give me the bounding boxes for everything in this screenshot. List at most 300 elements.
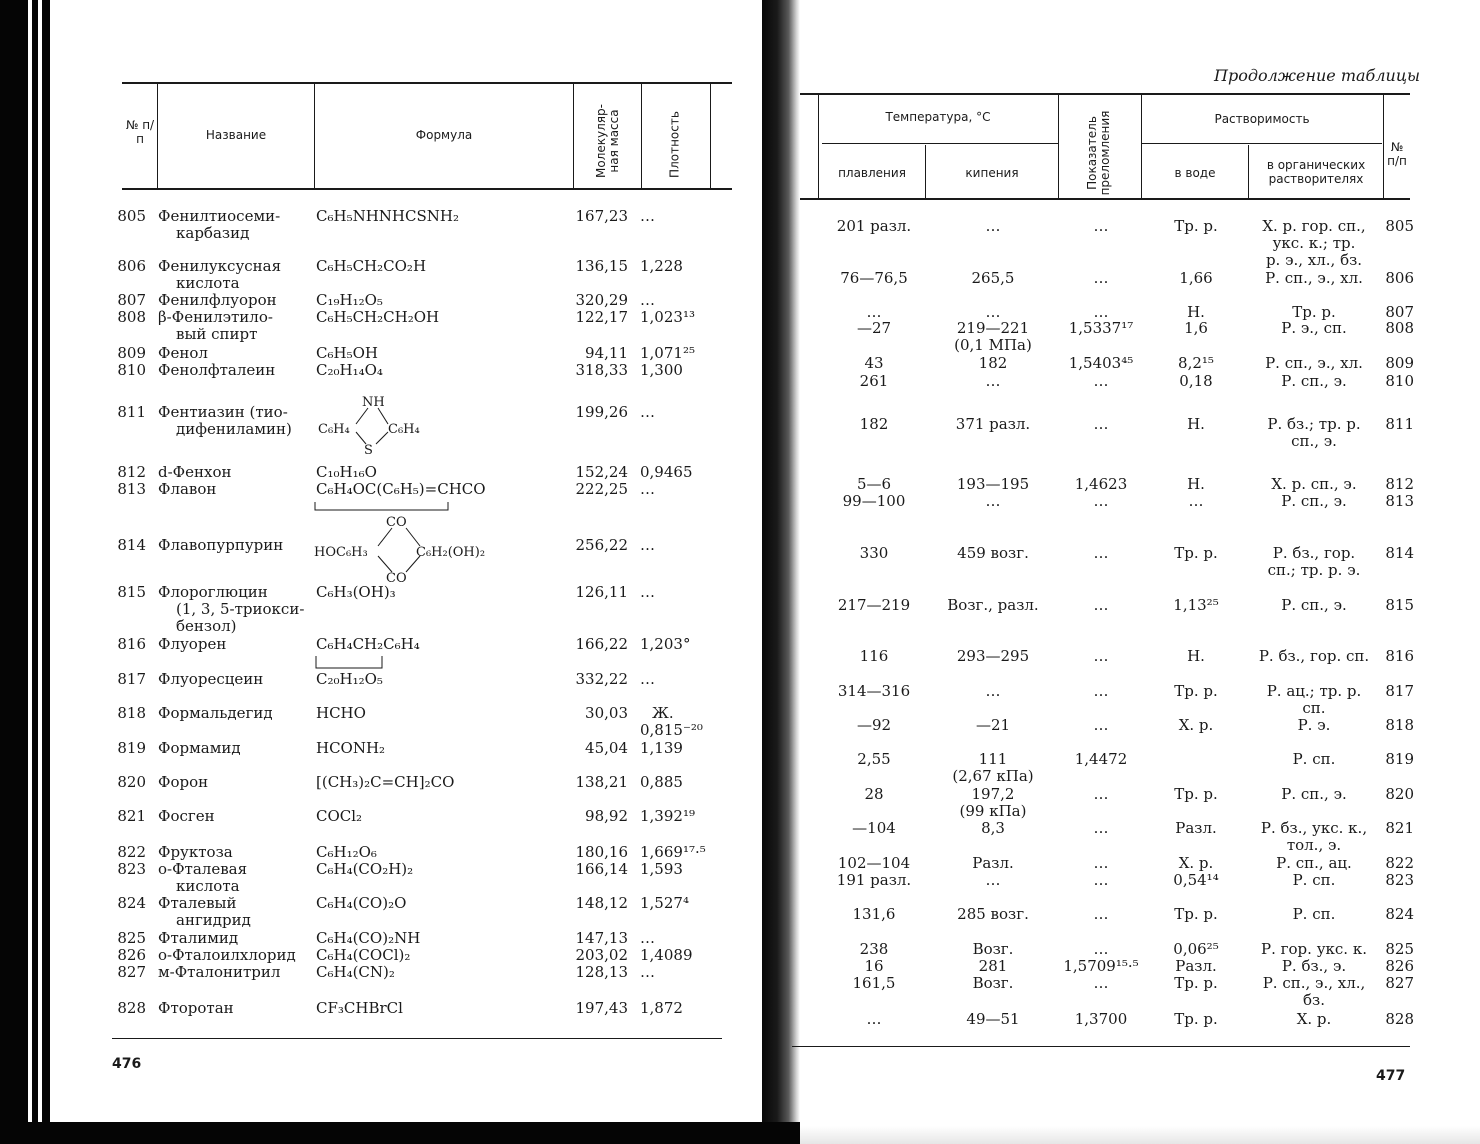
density-value: … bbox=[640, 207, 655, 225]
refractive-index: … bbox=[1093, 647, 1109, 665]
density-value: … bbox=[640, 536, 655, 554]
right-col-divider bbox=[1058, 95, 1059, 198]
substance-name: дифениламин) bbox=[176, 420, 292, 438]
melting-point: 217—219 bbox=[837, 596, 911, 614]
density-value: … bbox=[640, 403, 655, 421]
density-value: 1,527⁴ bbox=[640, 894, 689, 912]
chemical-formula: C₆H₅CH₂CO₂H bbox=[316, 257, 427, 275]
left-page-number: 476 bbox=[112, 1056, 142, 1072]
row-number: 821 bbox=[117, 807, 146, 825]
chemical-formula: C₆H₄(CO)₂O bbox=[316, 894, 407, 912]
melting-point: 161,5 bbox=[852, 974, 896, 992]
density-value: … bbox=[640, 583, 655, 601]
refractive-index: 1,3700 bbox=[1074, 1010, 1128, 1028]
melting-point: 76—76,5 bbox=[840, 269, 908, 287]
boiling-point: Возг. bbox=[972, 940, 1014, 958]
row-number: 807 bbox=[117, 291, 146, 309]
row-number-right: 820 bbox=[1385, 785, 1414, 803]
refractive-index: … bbox=[1093, 596, 1109, 614]
boiling-point: 197,2 bbox=[971, 785, 1015, 803]
boiling-point: 285 возг. bbox=[957, 905, 1029, 923]
row-number: 826 bbox=[117, 946, 146, 964]
s811-bottom: S bbox=[364, 443, 373, 458]
chemical-formula: [(CH₃)₂C=CH]₂CO bbox=[316, 773, 455, 791]
refractive-index: 1,5403⁴⁵ bbox=[1068, 354, 1134, 372]
row-number-right: 822 bbox=[1385, 854, 1414, 872]
molecular-mass: 203,02 bbox=[575, 946, 628, 964]
header-in-water: в воде bbox=[1174, 166, 1216, 180]
organic-solubility: Р. бз., гор. bbox=[1272, 544, 1356, 562]
water-solubility: 0,06²⁵ bbox=[1173, 940, 1219, 958]
molecular-mass: 152,24 bbox=[575, 463, 628, 481]
molecular-mass: 197,43 bbox=[575, 999, 628, 1017]
header-num: № п/п bbox=[125, 118, 155, 146]
molecular-mass: 94,11 bbox=[585, 344, 628, 362]
molecular-mass: 98,92 bbox=[585, 807, 628, 825]
row-number-right: 807 bbox=[1385, 303, 1414, 321]
melting-point: 2,55 bbox=[857, 750, 891, 768]
row-number: 814 bbox=[117, 536, 146, 554]
substance-name: кислота bbox=[176, 274, 240, 292]
substance-name: Флороглюцин bbox=[158, 583, 268, 601]
organic-solubility: Х. р. гор. сп., bbox=[1262, 217, 1366, 235]
boiling-point: 219—221 bbox=[956, 319, 1030, 337]
substance-name: карбазид bbox=[176, 224, 250, 242]
substance-name: Фталимид bbox=[158, 929, 239, 947]
s814-right: C₆H₂(OH)₂ bbox=[416, 545, 486, 560]
row-number-right: 811 bbox=[1385, 415, 1414, 433]
header-temperature: Температура, °С bbox=[885, 110, 991, 124]
boiling-point: Возг., разл. bbox=[947, 596, 1039, 614]
molecular-mass: 222,25 bbox=[575, 480, 628, 498]
substance-name: о-Фталоилхлорид bbox=[158, 946, 296, 964]
water-solubility: Х. р. bbox=[1178, 854, 1214, 872]
organic-solubility: Р. сп., ац. bbox=[1276, 854, 1352, 872]
substance-name: ангидрид bbox=[176, 911, 251, 929]
book-gutter bbox=[762, 0, 800, 1144]
row-number: 828 bbox=[117, 999, 146, 1017]
melting-point: 182 bbox=[859, 415, 889, 433]
water-solubility: 1,13²⁵ bbox=[1173, 596, 1219, 614]
melting-point: … bbox=[866, 303, 882, 321]
chemical-formula: C₆H₅OH bbox=[316, 344, 378, 362]
melting-point: 261 bbox=[859, 372, 889, 390]
boiling-point: 371 разл. bbox=[955, 415, 1031, 433]
chemical-formula: C₁₉H₁₂O₅ bbox=[316, 291, 383, 309]
molecular-mass: 199,26 bbox=[575, 403, 628, 421]
melting-point: 201 разл. bbox=[836, 217, 912, 235]
organic-solubility: сп. bbox=[1302, 699, 1326, 717]
row-number: 808 bbox=[117, 308, 146, 326]
row-number-right: 806 bbox=[1385, 269, 1414, 287]
molecular-mass: 30,03 bbox=[585, 704, 628, 722]
left-col-divider bbox=[710, 84, 711, 188]
substance-name: Флуоресцеин bbox=[158, 670, 264, 688]
header-solubility: Растворимость bbox=[1214, 112, 1310, 126]
refractive-index: … bbox=[1093, 303, 1109, 321]
boiling-point: 8,3 bbox=[981, 819, 1005, 837]
s814-bottom: CO bbox=[386, 571, 407, 586]
density-value: … bbox=[640, 929, 655, 947]
substance-name: Фенилтиосеми- bbox=[158, 207, 281, 225]
s814-left: HOC₆H₃ bbox=[314, 545, 368, 560]
boiling-pressure: (2,67 кПа) bbox=[952, 767, 1034, 785]
row-number-right: 812 bbox=[1385, 475, 1414, 493]
row-number-right: 827 bbox=[1385, 974, 1414, 992]
organic-solubility: Р. бз., укс. к., bbox=[1260, 819, 1368, 837]
water-solubility: Н. bbox=[1187, 303, 1205, 321]
water-solubility: Разл. bbox=[1175, 819, 1217, 837]
water-solubility: Тр. р. bbox=[1174, 974, 1218, 992]
organic-solubility: укс. к.; тр. bbox=[1272, 234, 1356, 252]
substance-name: вый спирт bbox=[176, 325, 258, 343]
left-col-divider bbox=[641, 84, 642, 188]
molecular-mass: 167,23 bbox=[575, 207, 628, 225]
organic-solubility: сп., э. bbox=[1291, 432, 1337, 450]
s811-top: NH bbox=[362, 395, 385, 410]
melting-point: 116 bbox=[859, 647, 889, 665]
substance-name: Фентиазин (тио- bbox=[158, 403, 288, 421]
refractive-index: … bbox=[1093, 682, 1109, 700]
substance-name: (1, 3, 5-триокси- bbox=[176, 600, 305, 618]
density-value: 0,885 bbox=[640, 773, 683, 791]
molecular-mass: 318,33 bbox=[575, 361, 628, 379]
organic-solubility: Р. сп., э., хл. bbox=[1265, 354, 1363, 372]
row-number: 822 bbox=[117, 843, 146, 861]
water-solubility: Тр. р. bbox=[1174, 682, 1218, 700]
refractive-index: … bbox=[1093, 716, 1109, 734]
row-number: 825 bbox=[117, 929, 146, 947]
row-number: 805 bbox=[117, 207, 146, 225]
row-number: 819 bbox=[117, 739, 146, 757]
water-solubility: Тр. р. bbox=[1174, 217, 1218, 235]
chemical-formula: C₂₀H₁₄O₄ bbox=[316, 361, 383, 379]
header-density: Плотность bbox=[667, 111, 682, 178]
organic-solubility: Р. сп., э. bbox=[1281, 785, 1347, 803]
row-number-right: 809 bbox=[1385, 354, 1414, 372]
molecular-mass: 166,22 bbox=[575, 635, 628, 653]
water-solubility: 1,6 bbox=[1184, 319, 1208, 337]
organic-solubility: Р. ац.; тр. р. bbox=[1266, 682, 1362, 700]
organic-solubility: Р. бз., э. bbox=[1281, 957, 1347, 975]
boiling-point: 111 bbox=[978, 750, 1008, 768]
molecular-mass: 180,16 bbox=[575, 843, 628, 861]
row-number-right: 816 bbox=[1385, 647, 1414, 665]
organic-solubility: Р. сп. bbox=[1292, 750, 1336, 768]
density-value: 1,228 bbox=[640, 257, 683, 275]
fluorene-ring-bracket bbox=[312, 656, 392, 670]
melting-point: 131,6 bbox=[852, 905, 896, 923]
melting-point: 238 bbox=[859, 940, 889, 958]
chemical-formula: C₁₀H₁₆O bbox=[316, 463, 377, 481]
chemical-formula: C₆H₄OC(C₆H₅)=CHCO bbox=[316, 480, 486, 498]
substance-name: Флавопурпурин bbox=[158, 536, 284, 554]
header-mass: Молекуляр-ная масса bbox=[594, 104, 621, 178]
refractive-index: … bbox=[1093, 492, 1109, 510]
row-number: 824 bbox=[117, 894, 146, 912]
molecular-mass: 320,29 bbox=[575, 291, 628, 309]
left-header-bottom-rule bbox=[122, 188, 732, 190]
melting-point: 330 bbox=[859, 544, 889, 562]
boiling-point: … bbox=[985, 372, 1001, 390]
density-value: 1,4089 bbox=[640, 946, 693, 964]
right-table-bottom-rule bbox=[792, 1046, 1410, 1047]
refractive-index: 1,5709¹⁵·⁵ bbox=[1063, 957, 1139, 975]
boiling-point: 182 bbox=[978, 354, 1008, 372]
row-number-right: 828 bbox=[1385, 1010, 1414, 1028]
right-col-divider bbox=[1383, 95, 1384, 198]
scan-left-border bbox=[0, 0, 50, 1144]
right-solub-subrule bbox=[1142, 143, 1382, 144]
refractive-index: … bbox=[1093, 217, 1109, 235]
row-number: 810 bbox=[117, 361, 146, 379]
row-number-right: 818 bbox=[1385, 716, 1414, 734]
melting-point: 314—316 bbox=[837, 682, 911, 700]
organic-solubility: сп.; тр. р. э. bbox=[1267, 561, 1361, 579]
refractive-index: … bbox=[1093, 415, 1109, 433]
substance-name: о-Фталевая bbox=[158, 860, 248, 878]
organic-solubility: р. э., хл., бз. bbox=[1265, 251, 1363, 269]
molecular-mass: 148,12 bbox=[575, 894, 628, 912]
chemical-formula: C₆H₅CH₂CH₂OH bbox=[316, 308, 440, 326]
header-formula: Формула bbox=[415, 128, 473, 142]
chemical-formula: HCONH₂ bbox=[316, 739, 386, 757]
density-value: … bbox=[640, 963, 655, 981]
density-value: 1,139 bbox=[640, 739, 683, 757]
left-table-bottom-rule bbox=[112, 1038, 722, 1039]
row-number-right: 826 bbox=[1385, 957, 1414, 975]
melting-point: —27 bbox=[856, 319, 892, 337]
substance-name: бензол) bbox=[176, 617, 237, 635]
organic-solubility: Р. сп., э. bbox=[1281, 492, 1347, 510]
refractive-index: … bbox=[1093, 372, 1109, 390]
row-number: 820 bbox=[117, 773, 146, 791]
right-col-divider bbox=[1248, 145, 1249, 198]
density-value: 1,872 bbox=[640, 999, 683, 1017]
row-number-right: 825 bbox=[1385, 940, 1414, 958]
boiling-point: … bbox=[985, 492, 1001, 510]
chemical-formula: CF₃CHBrCl bbox=[316, 999, 403, 1017]
refractive-index: … bbox=[1093, 785, 1109, 803]
density-value: 0,9465 bbox=[640, 463, 693, 481]
molecular-mass: 128,13 bbox=[575, 963, 628, 981]
density-value: 1,593 bbox=[640, 860, 683, 878]
water-solubility: Тр. р. bbox=[1174, 544, 1218, 562]
right-col-divider bbox=[1141, 95, 1142, 198]
substance-name: Фенол bbox=[158, 344, 208, 362]
refractive-index: … bbox=[1093, 269, 1109, 287]
refractive-index: 1,4623 bbox=[1074, 475, 1128, 493]
substance-name: β-Фенилэтило- bbox=[158, 308, 273, 326]
chemical-formula: C₆H₄(CO₂H)₂ bbox=[316, 860, 414, 878]
chemical-formula: COCl₂ bbox=[316, 807, 363, 825]
chemical-formula: HCHO bbox=[316, 704, 366, 722]
substance-name: d-Фенхон bbox=[158, 463, 232, 481]
table-continuation-caption: Продолжение таблицы bbox=[1214, 66, 1421, 85]
row-number-right: 814 bbox=[1385, 544, 1414, 562]
refractive-index: … bbox=[1093, 854, 1109, 872]
row-number-right: 817 bbox=[1385, 682, 1414, 700]
organic-solubility: Р. гор. укс. к. bbox=[1261, 940, 1367, 958]
s814-top: CO bbox=[386, 515, 407, 530]
water-solubility: Н. bbox=[1187, 647, 1205, 665]
substance-name: Фенилфлуорон bbox=[158, 291, 277, 309]
refractive-index: … bbox=[1093, 940, 1109, 958]
row-number: 809 bbox=[117, 344, 146, 362]
flavone-ring-bracket bbox=[312, 500, 452, 514]
organic-solubility: Р. бз.; тр. р. bbox=[1267, 415, 1361, 433]
molecular-mass: 122,17 bbox=[575, 308, 628, 326]
boiling-point: 293—295 bbox=[956, 647, 1030, 665]
molecular-mass: 126,11 bbox=[575, 583, 628, 601]
row-number-right: 821 bbox=[1385, 819, 1414, 837]
melting-point: 43 bbox=[864, 354, 884, 372]
substance-name: Флавон bbox=[158, 480, 217, 498]
row-number: 817 bbox=[117, 670, 146, 688]
substance-name: Формальдегид bbox=[158, 704, 273, 722]
boiling-point: Разл. bbox=[972, 854, 1014, 872]
molecular-mass: 256,22 bbox=[575, 536, 628, 554]
left-col-divider bbox=[157, 84, 158, 188]
organic-solubility: бз. bbox=[1303, 991, 1325, 1009]
molecular-mass: 136,15 bbox=[575, 257, 628, 275]
row-number-right: 823 bbox=[1385, 871, 1414, 889]
substance-name: Фосген bbox=[158, 807, 215, 825]
water-solubility: 0,18 bbox=[1179, 372, 1213, 390]
boiling-pressure: (99 кПа) bbox=[959, 802, 1027, 820]
refractive-index: … bbox=[1093, 905, 1109, 923]
density-value: 1,669¹⁷·⁵ bbox=[640, 843, 706, 861]
substance-name: м-Фталонитрил bbox=[158, 963, 281, 981]
organic-solubility: Р. э., сп. bbox=[1281, 319, 1347, 337]
row-number: 812 bbox=[117, 463, 146, 481]
molecular-mass: 166,14 bbox=[575, 860, 628, 878]
organic-solubility: Р. сп. bbox=[1292, 871, 1336, 889]
flavopurpurin-structure bbox=[312, 514, 502, 586]
header-melting: плавления bbox=[838, 166, 906, 180]
boiling-point: … bbox=[985, 871, 1001, 889]
substance-name: Формамид bbox=[158, 739, 241, 757]
boiling-point: Возг. bbox=[972, 974, 1014, 992]
melting-point: —92 bbox=[856, 716, 892, 734]
organic-solubility: Р. сп., э., хл. bbox=[1265, 269, 1363, 287]
header-boiling: кипения bbox=[965, 166, 1019, 180]
refractive-index: … bbox=[1093, 819, 1109, 837]
substance-name: Форон bbox=[158, 773, 209, 791]
organic-solubility: Х. р. сп., э. bbox=[1271, 475, 1357, 493]
substance-name: Фторотан bbox=[158, 999, 234, 1017]
water-solubility: Разл. bbox=[1175, 957, 1217, 975]
boiling-point: 459 возг. bbox=[957, 544, 1029, 562]
organic-solubility: Р. сп., э. bbox=[1281, 372, 1347, 390]
scan-bottom-border bbox=[0, 1122, 800, 1144]
boiling-point: 265,5 bbox=[971, 269, 1015, 287]
molecular-mass: 138,21 bbox=[575, 773, 628, 791]
header-organic-solvents: в органических растворителях bbox=[1266, 158, 1366, 186]
substance-name: Фенилуксусная bbox=[158, 257, 282, 275]
substance-name: Фенолфталеин bbox=[158, 361, 276, 379]
right-col-divider bbox=[818, 95, 819, 198]
refractive-index: … bbox=[1093, 974, 1109, 992]
boiling-point: 281 bbox=[978, 957, 1008, 975]
row-number: 806 bbox=[117, 257, 146, 275]
melting-point: 16 bbox=[864, 957, 884, 975]
row-number-right: 805 bbox=[1385, 217, 1414, 235]
density-value: 1,392¹⁹ bbox=[640, 807, 695, 825]
row-number-right: 808 bbox=[1385, 319, 1414, 337]
phenothiazine-structure bbox=[316, 392, 426, 458]
header-num-right: № п/п bbox=[1387, 140, 1407, 168]
row-number: 827 bbox=[117, 963, 146, 981]
right-col-divider bbox=[925, 145, 926, 198]
s811-left: C₆H₄ bbox=[318, 422, 350, 437]
boiling-point: … bbox=[985, 682, 1001, 700]
substance-name: кислота bbox=[176, 877, 240, 895]
chemical-formula: C₆H₁₂O₆ bbox=[316, 843, 377, 861]
molecular-mass: 147,13 bbox=[575, 929, 628, 947]
chemical-formula: C₆H₃(OH)₃ bbox=[316, 583, 396, 601]
chemical-formula: C₆H₄(CN)₂ bbox=[316, 963, 395, 981]
row-number: 815 bbox=[117, 583, 146, 601]
chemical-formula: C₂₀H₁₂O₅ bbox=[316, 670, 383, 688]
row-number: 816 bbox=[117, 635, 146, 653]
water-solubility: Тр. р. bbox=[1174, 1010, 1218, 1028]
substance-name: Фталевый bbox=[158, 894, 237, 912]
row-number: 813 bbox=[117, 480, 146, 498]
row-number-right: 819 bbox=[1385, 750, 1414, 768]
right-header-top-rule bbox=[800, 93, 1410, 95]
chemical-formula: C₆H₄CH₂C₆H₄ bbox=[316, 635, 420, 653]
molecular-mass: 45,04 bbox=[585, 739, 628, 757]
organic-solubility: Р. сп. bbox=[1292, 905, 1336, 923]
water-solubility: 8,2¹⁵ bbox=[1178, 354, 1214, 372]
density-value: … bbox=[640, 670, 655, 688]
water-solubility: 0,54¹⁴ bbox=[1173, 871, 1219, 889]
organic-solubility: Х. р. bbox=[1296, 1010, 1332, 1028]
right-temp-subrule bbox=[822, 143, 1058, 144]
substance-name: Флуорен bbox=[158, 635, 227, 653]
s811-right: C₆H₄ bbox=[388, 422, 420, 437]
refractive-index: 1,4472 bbox=[1074, 750, 1128, 768]
water-solubility: Н. bbox=[1187, 475, 1205, 493]
scan-bottom-shadow bbox=[800, 1126, 1480, 1144]
water-solubility: Тр. р. bbox=[1174, 905, 1218, 923]
row-number-right: 815 bbox=[1385, 596, 1414, 614]
boiling-pressure: (0,1 МПа) bbox=[954, 336, 1032, 354]
water-solubility: Н. bbox=[1187, 415, 1205, 433]
row-number-right: 813 bbox=[1385, 492, 1414, 510]
melting-point: —104 bbox=[852, 819, 896, 837]
melting-point: 102—104 bbox=[837, 854, 911, 872]
boiling-point: 49—51 bbox=[966, 1010, 1020, 1028]
water-solubility: Х. р. bbox=[1178, 716, 1214, 734]
density-value: … bbox=[640, 291, 655, 309]
melting-point: 5—6 bbox=[856, 475, 892, 493]
density-value: Ж. bbox=[652, 704, 674, 722]
row-number: 823 bbox=[117, 860, 146, 878]
chemical-formula: C₆H₄(COCl)₂ bbox=[316, 946, 411, 964]
melting-point: 28 bbox=[864, 785, 884, 803]
water-solubility: … bbox=[1188, 492, 1204, 510]
water-solubility: 1,66 bbox=[1179, 269, 1213, 287]
density-value: … bbox=[640, 480, 655, 498]
row-number-right: 810 bbox=[1385, 372, 1414, 390]
header-name: Название bbox=[205, 128, 267, 142]
refractive-index: … bbox=[1093, 871, 1109, 889]
row-number: 818 bbox=[117, 704, 146, 722]
boiling-point: 193—195 bbox=[956, 475, 1030, 493]
organic-solubility: Р. э. bbox=[1297, 716, 1331, 734]
